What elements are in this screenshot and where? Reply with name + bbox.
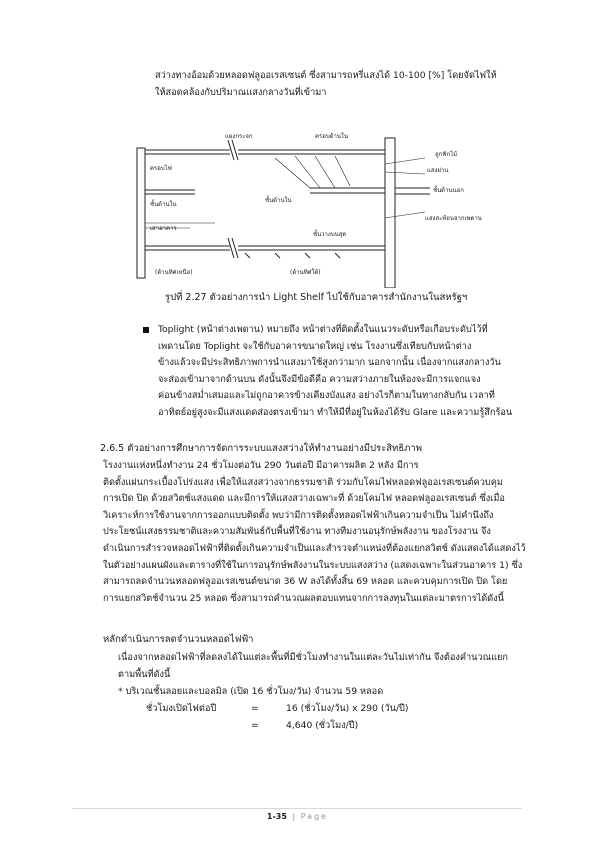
calc-equals: = <box>251 703 259 714</box>
toplight-line: อาทิตย์อยู่สูงจะมีแสงแดดส่องตรงเข้ามา ทำให้มีที่อยู่ในห้องได้รับ Glare และความรู้สึกร้อน <box>158 406 513 418</box>
toplight-line: จะส่องเข้ามาจากด้านบน ดังนั้นจึงมีข้อดีคือ ความสว่างภายในห้องจะมีการแจกแจง <box>158 373 481 385</box>
footer-divider <box>72 808 522 809</box>
toplight-line: ค่อนข้างสม่ำเสมอและไม่ถูกอาคารข้างเคียงบังแสง อย่างไรก็ตามในทางกลับกัน เวลาที่ <box>158 390 495 402</box>
toplight-line: เพดานโดย Toplight จะใช้กับอาคารขนาดใหญ่ เช่น โรงงานซึ่งเทียบกับหน้าต่าง <box>158 340 472 352</box>
light-shelf-figure <box>135 128 485 288</box>
right-facade <box>385 138 395 288</box>
calc-label: ชั่วโมงเปิดไฟต่อปี <box>146 703 217 714</box>
para-line: วิเคราะห์การใช้งานจากการออกแบบติดตั้ง พบว่ามีการติดตั้งหลอดไฟฟ้าเกินความจำเป็น ไม่คำนึงถึง <box>103 509 494 521</box>
label-pillar: เสาอาคาร <box>150 225 177 232</box>
label-south: (ด้านทิศเหนือ) <box>155 269 193 276</box>
body-paragraph-2 <box>118 650 508 683</box>
intro-paragraph <box>155 68 497 101</box>
bullet-square-icon <box>143 327 149 333</box>
footer-separator: | <box>292 812 296 821</box>
label-north: (ด้านทิศใต้) <box>290 269 321 276</box>
intro-line: สว่างทางอ้อมด้วยหลอดฟลูออเรสเซนต์ ซึ่งสามารถหรี่แสงได้ 10-100 [%] โดยจัดไฟให้ <box>155 70 497 81</box>
para-line: ติดตั้งแผ่นกระเบื้องโปร่งแสง เพื่อให้แสงสว่างจากธรรมชาติ ร่วมกับโคมไฟหลอดฟลูออเรสเซนต์ควบคุม <box>103 476 503 488</box>
label-outside-glass: แผงกระจก <box>225 133 253 140</box>
label-shelf-top: ชั้นวางบนสุด <box>313 231 347 238</box>
body-paragraph <box>103 458 526 607</box>
label-outer: ครอบไฟ <box>150 165 172 172</box>
para-line: ในตัวอย่างแผนผังและตารางที่ใช้ในการอนุรักษ์พลังงานในระบบแสงสว่าง (แสดงเฉพาะในส่วนอาคาร 1) ซึ่ง <box>103 559 523 571</box>
label-outer-shelf: ชั้นด้านนอก <box>433 187 464 194</box>
para-line: ดำเนินการสำรวจหลอดไฟฟ้าที่ติดตั้งเกินความจำเป็นและสำรวจตำแหน่งที่ต้องแยกสวิตช์ ดังแสดงได้แสดงไว้ <box>103 542 526 554</box>
para-line: สามารถลดจำนวนหลอดฟลูออเรสเซนต์ขนาด 36 W ลงได้ทั้งสิ้น 69 หลอด และควบคุมการเปิด ปิด โดย <box>103 576 508 588</box>
toplight-line: Toplight (หน้าต่างเพดาน) หมายถึง หน้าต่างที่ติดตั้งในแนวระดับหรือเกือบระดับไว้ที่ <box>158 324 488 335</box>
area-bullet: * บริเวณชั้นลอยและบอลมิล (เปิด 16 ชั่วโมง/วัน) จำนวน 59 หลอด <box>118 686 384 697</box>
para-line: การเปิด ปิด ด้วยสวิตช์แสงแดด และมีการให้แสงสว่างเฉพาะที่ ด้วยโคมไฟ หลอดฟลูออเรสเซนต์ ซึ่งเมื่อ <box>103 493 505 505</box>
left-wall <box>137 148 145 278</box>
toplight-line: ข้างแล้วจะมีประสิทธิภาพการนำแสงมาใช้สูงกว่ามาก นอกจากนั้น เนื่องจากแสงกลางวัน <box>158 357 501 369</box>
para-line: การแยกสวิตช์จำนวน 25 หลอด ซึ่งสามารถคำนวณผลตอบแทนจากการลงทุนในแต่ละมาตรการได้ดังนี้ <box>103 592 504 604</box>
calc-formula: 16 (ชั่วโมง/วัน) x 290 (วัน/ปี) <box>286 703 409 714</box>
page-footer <box>0 812 595 821</box>
intro-line: ให้สอดคล้องกับปริมาณแสงกลางวันที่เข้ามา <box>155 86 327 98</box>
sub-heading: หลักดำเนินการลดจำนวนหลอดไฟฟ้า <box>103 634 254 645</box>
label-light-in: แสงผ่าน <box>427 167 449 174</box>
calc-result: 4,640 (ชั่วโมง/ปี) <box>286 720 359 731</box>
toplight-text <box>158 322 512 422</box>
section-heading: 2.6.5 ตัวอย่างการศึกษาการจัดการระบบแสงสว่างให้ทำงานอย่างมีประสิทธิภาพ <box>100 443 422 454</box>
calc-equals: = <box>251 720 259 731</box>
para2-line: ตามพื้นที่ดังนี้ <box>118 668 171 680</box>
para-line: ประโยชน์แสงธรรมชาติและความสัมพันธ์กับพื้นที่ใช้งาน ทางทีมงานอนุรักษ์พลังงาน ของโรงงาน จึง <box>103 526 491 538</box>
page-number: 1-35 <box>266 812 287 821</box>
label-louver: ลูกฟักไม้ <box>435 151 458 158</box>
label-light-shelf: ครอบด้านใน <box>315 133 349 140</box>
light-shelf-diagram <box>135 128 485 288</box>
footer-page-word: Page <box>300 812 329 821</box>
figure-caption: รูปที่ 2.27 ตัวอย่างการนำ Light Shelf ไปใช้กับอาคารสำนักงานในสหรัฐฯ <box>165 292 468 303</box>
label-ceiling-light: แสงสะท้อนจากเพดาน <box>425 215 482 222</box>
label-inner-shelf: ชั้นด้านใน <box>150 201 177 208</box>
para2-line: เนื่องจากหลอดไฟฟ้าที่ลดลงได้ในแต่ละพื้นที่มีชั่วโมงทำงานในแต่ละวันไม่เท่ากัน จึงต้องคำนวณแยก <box>118 652 508 663</box>
para-line: โรงงานแห่งหนึ่งทำงาน 24 ชั่วโมงต่อวัน 290 วันต่อปี มีอาคารผลิต 2 หลัง มีการ <box>103 460 419 471</box>
label-under-shelf: ชั้นด้านใน <box>265 197 292 204</box>
